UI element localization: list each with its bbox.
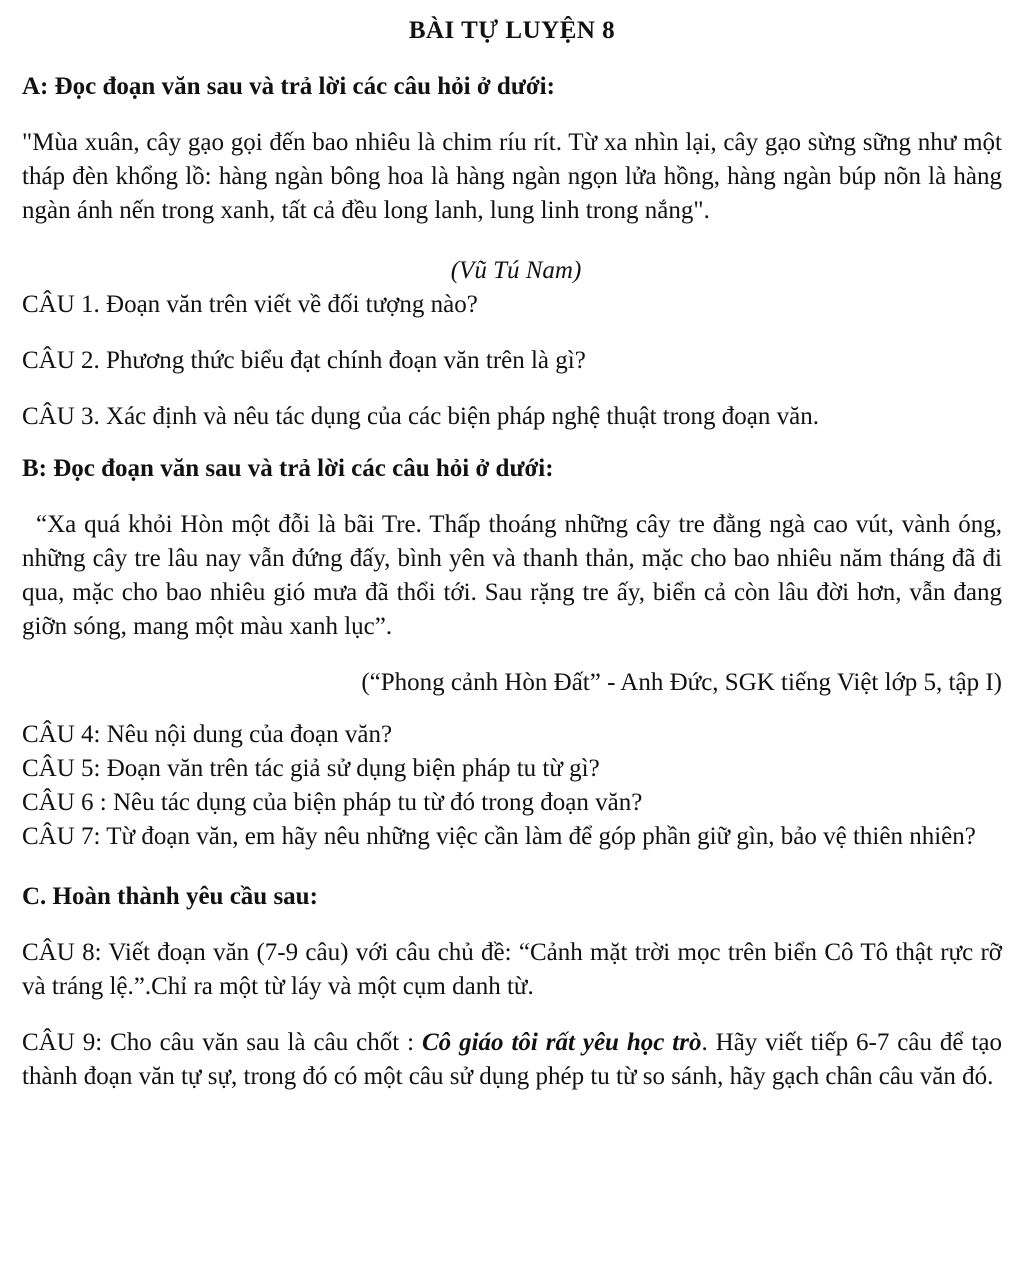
- question-9-key-sentence: Cô giáo tôi rất yêu học trò: [421, 1029, 702, 1056]
- page-title: BÀI TỰ LUYỆN 8: [408, 17, 616, 44]
- section-a-heading: [22, 70, 1002, 104]
- question-2: CÂU 2. Phương thức biểu đạt chính đoạn văn trên là gì?: [22, 347, 586, 374]
- section-a-heading-text: A: Đọc đoạn văn sau và trả lời các câu hỏi ở dưới:: [22, 73, 555, 100]
- question-3: CÂU 3. Xác định và nêu tác dụng của các biện pháp nghệ thuật trong đoạn văn.: [22, 403, 819, 430]
- question-9-lead: CÂU 9: Cho câu văn sau là câu chốt :: [22, 1029, 422, 1056]
- section-a-source: (Vũ Tú Nam): [450, 257, 582, 284]
- question-9: [22, 1026, 1002, 1094]
- section-b-source: (“Phong cảnh Hòn Đất” - Anh Đức, SGK tiếng Việt lớp 5, tập I): [361, 669, 1002, 696]
- question-4: CÂU 4: Nêu nội dung của đoạn văn?: [22, 721, 393, 748]
- question-5: CÂU 5: Đoạn văn trên tác giả sử dụng biện pháp tu từ gì?: [22, 755, 600, 782]
- section-b-heading: B: Đọc đoạn văn sau và trả lời các câu hỏi ở dưới:: [22, 455, 554, 482]
- section-b-passage: “Xa quá khỏi Hòn một đỗi là bãi Tre. Thấp thoáng những cây tre đằng ngà cao vút, vành óng, những cây tre lâu nay vẫn đứng đấy, bình yên và thanh thản, mặc cho bao nhiêu năm tháng đã đi qua, mặc cho bao nhiêu gió mưa đã thổi tới. Sau rặng tre ấy, biển cả còn lâu đời hơn, vẫn đang giỡn sóng, mang một màu xanh lục”.: [22, 511, 1002, 640]
- question-1: CÂU 1. Đoạn văn trên viết về đối tượng nào?: [22, 291, 478, 318]
- question-9-rest: . Hãy viết tiếp 6-7 câu để tạo thành đoạn văn tự sự, trong đó có một câu sử dụng phép tu từ so sánh, hãy gạch chân câu văn đó.: [22, 1029, 1002, 1090]
- question-6: CÂU 6 : Nêu tác dụng của biện pháp tu từ đó trong đoạn văn?: [22, 789, 643, 816]
- question-8: CÂU 8: Viết đoạn văn (7-9 câu) với câu chủ đề: “Cảnh mặt trời mọc trên biển Cô Tô thật rực rỡ và tráng lệ.”.Chỉ ra một từ láy và một cụm danh từ.: [22, 939, 1002, 1000]
- section-c-heading: C. Hoàn thành yêu cầu sau:: [22, 883, 318, 910]
- section-a-passage: "Mùa xuân, cây gạo gọi đến bao nhiêu là chim ríu rít. Từ xa nhìn lại, cây gạo sừng sững như một tháp đèn khổng lồ: hàng ngàn bông hoa là hàng ngàn ngọn lửa hồng, hàng ngàn búp nõn là hàng ngàn ánh nến trong xanh, tất cả đều long lanh, lung linh trong nắng".: [22, 129, 1002, 224]
- question-7: CÂU 7: Từ đoạn văn, em hãy nêu những việc cần làm để góp phần giữ gìn, bảo vệ thiên nhiên?: [22, 823, 976, 850]
